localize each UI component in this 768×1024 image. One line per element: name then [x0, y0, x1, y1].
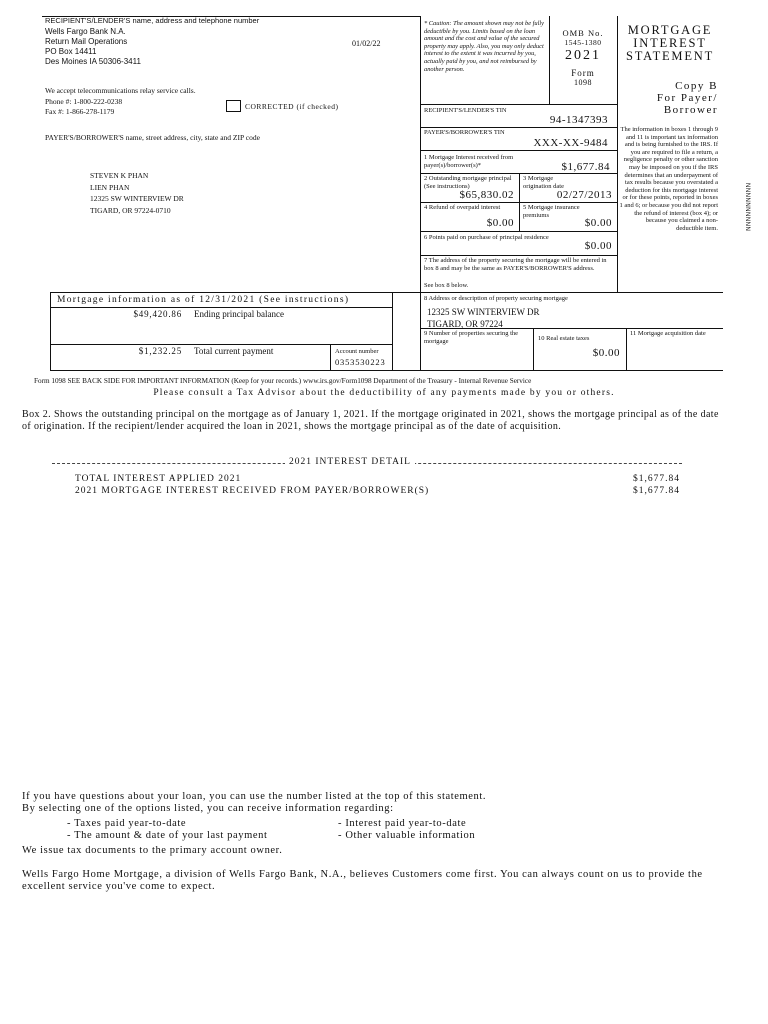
ending-principal-amount: $49,420.86: [133, 309, 182, 319]
account-divider: [330, 344, 331, 370]
box11-label: 11 Mortgage acquisition date: [630, 330, 706, 337]
box8-line2: TIGARD, OR 97224: [427, 319, 503, 329]
payer-name1: STEVEN K PHAN: [90, 171, 149, 180]
table-row: [75, 485, 680, 497]
total-payment-label: Total current payment: [194, 346, 274, 356]
payer-street: 12325 SW WINTERVIEW DR: [90, 194, 184, 203]
payer-tin-value: XXX-XX-9484: [533, 137, 608, 149]
payer-header: PAYER'S/BORROWER'S name, street address, city, state and ZIP code: [45, 133, 260, 142]
box3-label: 3 Mortgage origination date: [523, 175, 564, 190]
box1-value: $1,677.84: [561, 161, 610, 173]
copy-designation: [620, 80, 718, 116]
interest-row-label: 2021 MORTGAGE INTEREST RECEIVED FROM PAYER/BORROWER(S): [75, 486, 430, 496]
payer-city: TIGARD, OR 97224-0710: [90, 205, 171, 215]
box8-line1: 12325 SW WINTERVIEW DR: [427, 307, 540, 317]
omb-bottom-rule: [420, 104, 617, 105]
corrected-checkbox[interactable]: [226, 100, 241, 112]
box10-label: 10 Real estate taxes: [538, 335, 590, 342]
ending-principal-label: Ending principal balance: [194, 309, 284, 319]
mortgage-info-left-edge: [50, 292, 51, 370]
mortgage-info-mid-rule: [50, 344, 392, 345]
box10-11-divider: [626, 328, 627, 370]
form-title: [620, 24, 720, 63]
payer-tin-label: PAYER'S/BORROWER'S TIN: [424, 129, 505, 136]
option-last-payment: - The amount & date of your last payment: [67, 830, 268, 841]
box6-value: $0.00: [584, 240, 612, 252]
option-other-info: - Other valuable information: [338, 830, 476, 841]
mortgage-info-right-edge: [392, 292, 393, 370]
questions-line: If you have questions about your loan, you can use the number listed at the top of this statement.: [22, 791, 487, 802]
box8-left-edge: [420, 292, 421, 370]
interest-detail-header: 2021 INTEREST DETAIL: [285, 457, 415, 467]
interest-row-label: TOTAL INTEREST APPLIED 2021: [75, 474, 242, 484]
copy-line1: Copy B: [675, 80, 718, 92]
box4-label: 4 Refund of overpaid interest: [424, 204, 501, 211]
recipient-address: [45, 27, 141, 67]
form-label: Form: [571, 68, 595, 78]
options-list: [22, 818, 742, 842]
omb-block: [551, 28, 615, 87]
omb-number: 1545-1380: [564, 38, 602, 47]
box9-10-divider: [533, 328, 534, 370]
recipient-header: RECIPIENT'S/LENDER'S name, address and telephone number: [45, 16, 260, 25]
box2-label: 2 Outstanding mortgage principal (See instructions): [424, 175, 512, 190]
side-code: NNNNNNNNNN: [744, 183, 750, 232]
box10-value: $0.00: [592, 347, 620, 359]
tax-advisor-note: Please consult a Tax Advisor about the deductibility of any payments made by you or others.: [153, 388, 615, 398]
title-line1: MORTGAGE: [627, 23, 713, 37]
mortgage-info-header-rule: [50, 307, 392, 308]
tin1-bottom-rule: [420, 127, 617, 128]
box2-value: $65,830.02: [459, 189, 514, 201]
left-section-divider: [420, 16, 421, 292]
interest-detail-table: [75, 473, 680, 497]
box6-label: 6 Points paid on purchase of principal residence: [424, 234, 549, 241]
omb-label: OMB No.: [562, 28, 604, 38]
table-row: [75, 473, 680, 485]
option-interest-paid: - Interest paid year-to-date: [338, 818, 467, 829]
closing-section: [22, 791, 742, 893]
box3-value: 02/27/2013: [556, 189, 612, 201]
copy-line2: For Payer/: [656, 92, 718, 104]
wells-fargo-note: Wells Fargo Home Mortgage, a division of Wells Fargo Bank, N.A., believes Customers come first. You can always count on us to provide the excellent service you've come to expect.: [22, 869, 703, 892]
recipient-line2: Return Mail Operations: [45, 37, 128, 46]
box4-value: $0.00: [486, 217, 514, 229]
box8-label: 8 Address or description of property securing mortgage: [424, 295, 568, 302]
account-number: 0353530223: [335, 357, 386, 367]
option-taxes-paid: - Taxes paid year-to-date: [67, 818, 187, 829]
corrected-label: CORRECTED (if checked): [245, 102, 339, 111]
form-footer-line: Form 1098 SEE BACK SIDE FOR IMPORTANT INFORMATION (Keep for your records.) www.irs.gov/Form1098 Department of the Treasury - Internal Revenue Service: [34, 377, 532, 385]
form-number: 1098: [574, 78, 592, 87]
mortgage-info-header: Mortgage information as of 12/31/2021 (See instructions): [57, 295, 350, 305]
fax-number: Fax #: 1-866-278-1179: [45, 107, 115, 116]
recipient-line3: PO Box 14411: [45, 47, 97, 56]
copy-line3: Borrower: [663, 104, 718, 116]
form-bottom-rule: [50, 370, 723, 371]
recipient-tin-value: 94-1347393: [549, 114, 608, 126]
tin2-bottom-rule: [420, 150, 617, 151]
recipient-line4: Des Moines IA 50306-3411: [45, 57, 141, 66]
box8-address: [427, 306, 540, 330]
box6-bottom-rule: [420, 255, 617, 256]
box2-bottom-rule: [420, 202, 617, 203]
tax-year: 2021: [565, 48, 601, 63]
title-line3: STATEMENT: [625, 49, 715, 63]
box4-bottom-rule: [420, 231, 617, 232]
phone-number: Phone #: 1-800-222-0238: [45, 97, 123, 106]
recipient-tin-label: RECIPIENT'S/LENDER'S TIN: [424, 107, 507, 114]
caution-text: * Caution: The amount shown may not be fully deductible by you. Limits based on the loan amount and the cost and value of the secured property may apply. Also, you may only deduct interest to the extent it was incurred by you, actually paid by you, and not reimbursed by another person.: [424, 20, 544, 73]
interest-row-value: $1,677.84: [633, 474, 680, 484]
box7-bottom-rule: [50, 292, 723, 293]
tax-docs-note: We issue tax documents to the primary account owner.: [22, 845, 283, 856]
box9-label: 9 Number of properties securing the mortgage: [424, 330, 519, 345]
statement-date: 01/02/22: [352, 39, 381, 48]
total-payment-amount: $1,232.25: [138, 346, 182, 356]
interest-row-value: $1,677.84: [633, 486, 680, 496]
payer-address: [90, 170, 184, 216]
title-line2: INTEREST: [633, 36, 707, 50]
box7-note: See box 8 below.: [424, 282, 469, 289]
caution-divider: [549, 16, 550, 104]
copy-note: The information in boxes 1 through 9 and 11 is important tax information and is being furnished to the IRS. If you are required to file a return, a negligence penalty or other sanction may be imposed on you if the IRS determines that an underpayment of tax results because you overstated a deduction for this mortgage interest or for these points, reported in boxes 1 and 6; or because you did not report the refund of interest (box 4); or because you claimed a non-deductible item.: [619, 126, 718, 232]
recipient-name: Wells Fargo Bank N.A.: [45, 27, 126, 36]
omb-divider: [617, 16, 618, 292]
box5-value: $0.00: [584, 217, 612, 229]
relay-note: We accept telecommunications relay service calls.: [45, 86, 196, 95]
box5-label: 5 Mortgage insurance premiums: [523, 204, 580, 219]
box2-explanation: Box 2. Shows the outstanding principal on the mortgage as of January 1, 2021. If the mortgage originated in 2021, shows the mortgage principal as of the date of origination. If the recipient/lender acquired the loan in 2021, shows the mortgage principal as of the date of acquisition.: [22, 409, 719, 432]
box7-label: 7 The address of the property securing the mortgage will be entered in box 8 and may be the same as PAYER'S/BORROWER'S address.: [424, 257, 607, 272]
box1-label: 1 Mortgage Interest received from payer(s)/borrower(s)*: [424, 154, 514, 169]
options-intro: By selecting one of the options listed, you can receive information regarding:: [22, 803, 394, 814]
account-number-label: Account number: [335, 348, 379, 355]
payer-name2: LIEN PHAN: [90, 182, 130, 192]
